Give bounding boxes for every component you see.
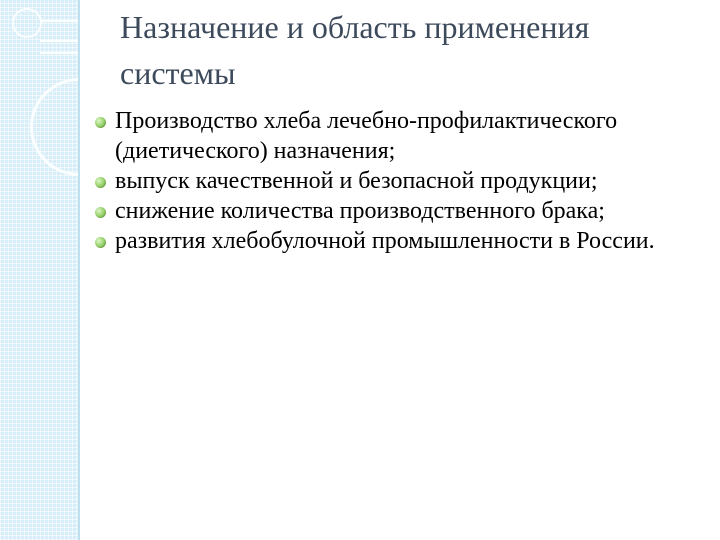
bullet-item [95, 196, 715, 226]
bullet-text: развития хлебобулочной промышленности в России. [115, 228, 655, 254]
slide-title: Назначение и область применения системы [120, 9, 590, 91]
bullet-dot-icon [95, 117, 106, 128]
bullet-list [95, 106, 715, 256]
bullet-dot-icon [95, 237, 106, 248]
bullet-text: выпуск качественной и безопасной продукции; [115, 168, 598, 194]
bullet-text: Производство хлеба лечебно-профилактического (диетического) назначения; [115, 108, 618, 164]
bullet-text: снижение количества производственного брака; [115, 198, 605, 224]
bullet-item [95, 106, 715, 166]
bullet-item [95, 226, 715, 256]
decorative-side-strip [0, 0, 80, 540]
decorative-line [40, 20, 80, 22]
bullet-item [95, 166, 715, 196]
bullet-dot-icon [95, 177, 106, 188]
decorative-line [40, 52, 80, 54]
bullet-dot-icon [95, 207, 106, 218]
decorative-line [40, 40, 80, 42]
decorative-ring-small [12, 8, 42, 38]
